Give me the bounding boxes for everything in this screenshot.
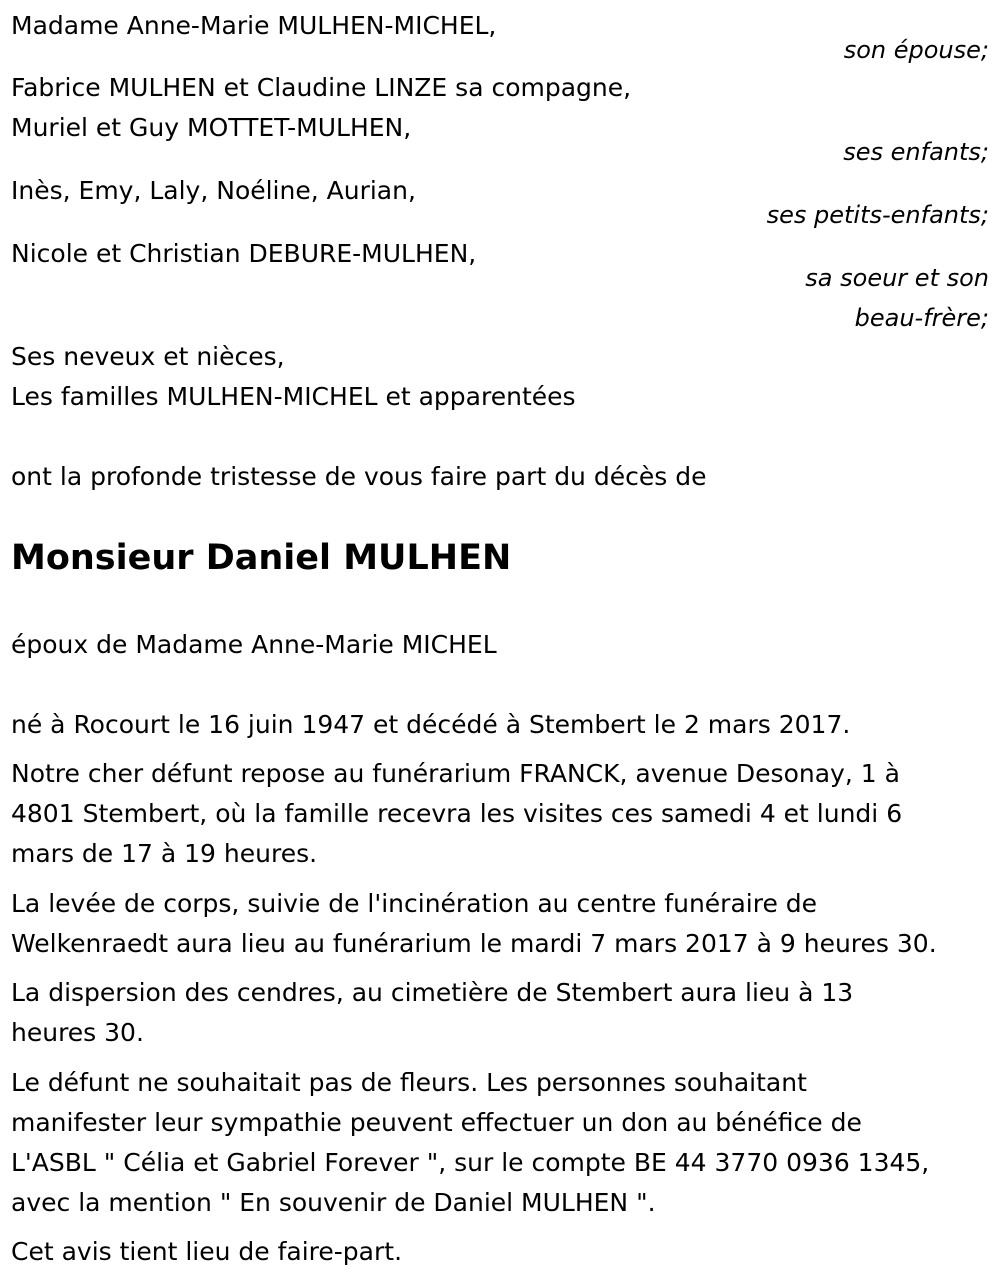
deceased-name: Monsieur Daniel MULHEN xyxy=(11,538,512,578)
repose-line-3: mars de 17 à 19 heures. xyxy=(11,839,318,868)
birth-death: né à Rocourt le 16 juin 1947 et décédé à Stembert le 2 mars 2017. xyxy=(11,710,851,739)
spouse-role: son épouse; xyxy=(843,36,989,64)
child-1: Fabrice MULHEN et Claudine LINZE sa compagne, xyxy=(11,73,632,102)
families: Les familles MULHEN-MICHEL et apparentées xyxy=(11,382,576,411)
repose-line-1: Notre cher défunt repose au funérarium FRANCK, avenue Desonay, 1 à xyxy=(11,759,900,788)
announcement-intro: ont la profonde tristesse de vous faire part du décès de xyxy=(11,462,707,491)
flowers-line-4: avec la mention " En souvenir de Daniel MULHEN ". xyxy=(11,1188,656,1217)
closing-note: Cet avis tient lieu de faire-part. xyxy=(11,1237,403,1266)
grandchildren-role: ses petits-enfants; xyxy=(766,201,989,229)
dispersion-line-2: heures 30. xyxy=(11,1018,144,1047)
sibling-role-2: beau-frère; xyxy=(854,304,989,332)
levee-line-1: La levée de corps, suivie de l'incinération au centre funéraire de xyxy=(11,889,818,918)
child-2: Muriel et Guy MOTTET-MULHEN, xyxy=(11,113,412,142)
nephews: Ses neveux et nièces, xyxy=(11,342,285,371)
flowers-line-1: Le défunt ne souhaitait pas de fleurs. Les personnes souhaitant xyxy=(11,1068,807,1097)
spouse-of: époux de Madame Anne-Marie MICHEL xyxy=(11,630,497,659)
levee-line-2: Welkenraedt aura lieu au funérarium le mardi 7 mars 2017 à 9 heures 30. xyxy=(11,929,937,958)
flowers-line-2: manifester leur sympathie peuvent effectuer un don au bénéfice de xyxy=(11,1108,862,1137)
sibling: Nicole et Christian DEBURE-MULHEN, xyxy=(11,239,477,268)
dispersion-line-1: La dispersion des cendres, au cimetière de Stembert aura lieu à 13 xyxy=(11,978,854,1007)
repose-line-2: 4801 Stembert, où la famille recevra les visites ces samedi 4 et lundi 6 xyxy=(11,799,903,828)
grandchildren: Inès, Emy, Laly, Noéline, Aurian, xyxy=(11,176,416,205)
flowers-line-3: L'ASBL " Célia et Gabriel Forever ", sur le compte BE 44 3770 0936 1345, xyxy=(11,1148,930,1177)
spouse-name: Madame Anne-Marie MULHEN-MICHEL, xyxy=(11,11,497,40)
sibling-role-1: sa soeur et son xyxy=(805,264,989,292)
children-role: ses enfants; xyxy=(843,138,989,166)
